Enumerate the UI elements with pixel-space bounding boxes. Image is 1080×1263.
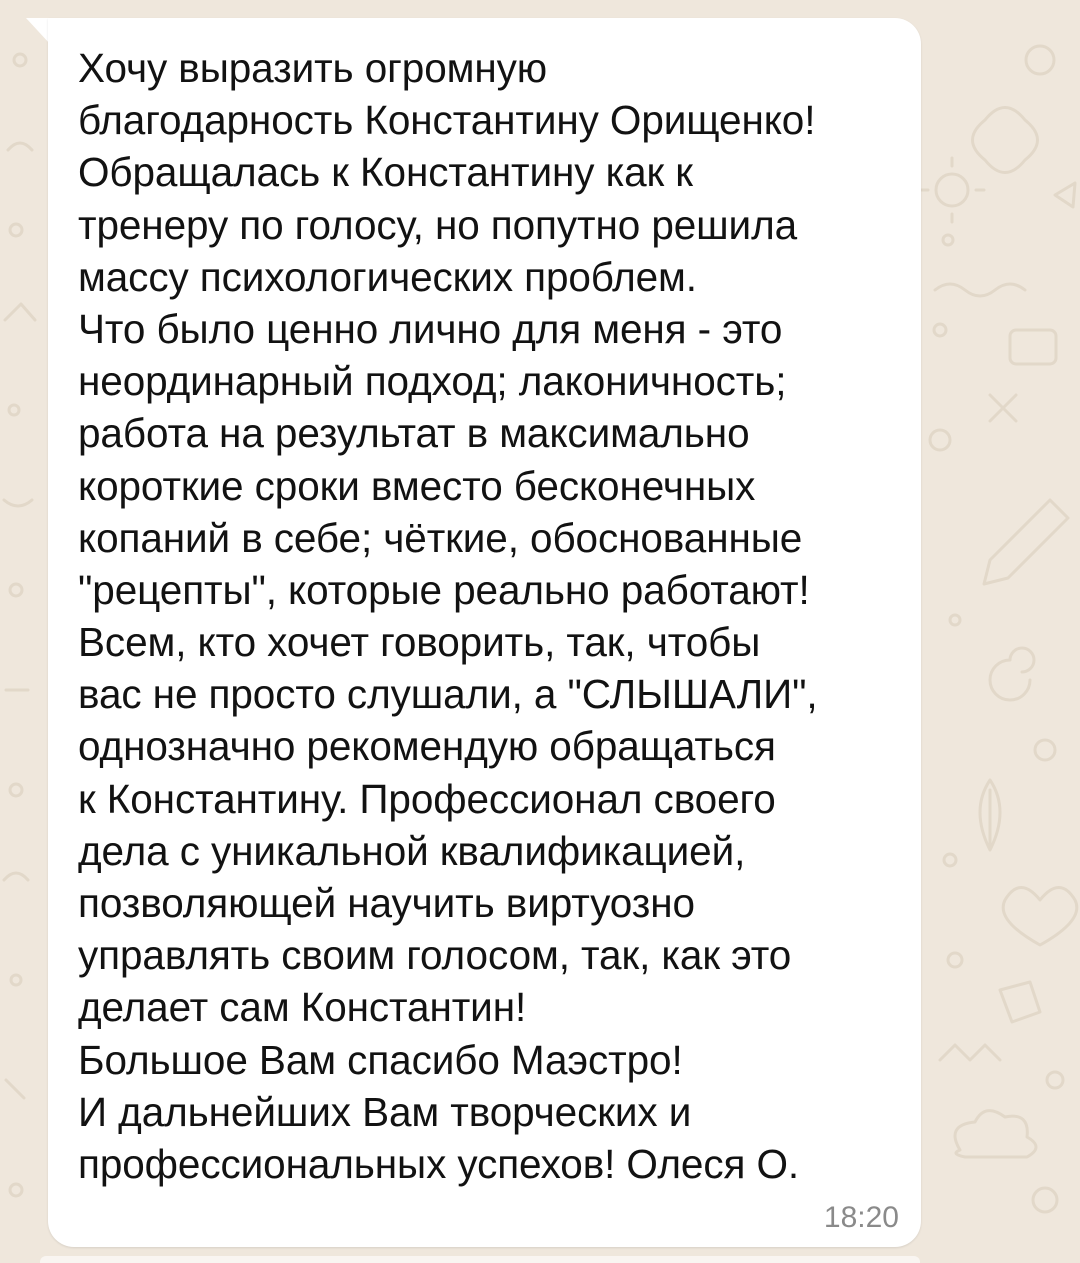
- message-line: благодарность Константину Орищенко!: [78, 97, 816, 144]
- message-line: Всем, кто хочет говорить, так, чтобы: [78, 619, 761, 666]
- message-timestamp: 18:20: [823, 1201, 899, 1234]
- doodle-cloud-icon: [955, 1111, 1036, 1157]
- doodle-flower-icon: [973, 108, 1038, 173]
- doodle-triangle-icon: [1055, 183, 1075, 207]
- doodle-box-icon: [1010, 330, 1056, 364]
- message-line: позволяющей научить виртуозно: [78, 880, 695, 926]
- message-bubble[interactable]: [48, 18, 921, 1247]
- message-line: вас не просто слушали, а "СЛЫШАЛИ",: [78, 671, 818, 718]
- message-line: однозначно рекомендую обращаться: [78, 723, 776, 770]
- message-line: массу психологических проблем.: [78, 253, 697, 300]
- message-line: работа на результат в максимально: [78, 410, 750, 457]
- message-line: Что было ценно лично для меня - это: [78, 305, 783, 352]
- doodle-sun-icon: [936, 174, 968, 206]
- message-line: Большое Вам спасибо Маэстро!: [78, 1036, 683, 1083]
- doodle-zigzag-icon: [940, 1045, 1000, 1060]
- message-line: копаний в себе; чёткие, обоснованные: [78, 514, 803, 561]
- doodle-pencil-icon: [984, 500, 1068, 584]
- message-line: неординарный подход; лаконичность;: [78, 358, 787, 405]
- message-line: тренеру по голосу, но попутно решила: [78, 201, 798, 248]
- doodle-cross-icon: [990, 395, 1016, 421]
- message-line: "рецепты", которые реально работают!: [78, 566, 810, 613]
- message-line: короткие сроки вместо бесконечных: [78, 462, 756, 509]
- message-line: Хочу выразить огромную: [78, 45, 548, 91]
- message-line: дела с уникальной квалификацией,: [78, 827, 746, 874]
- message-bubble-tail: [26, 18, 50, 44]
- message-line: делает сам Константин!: [78, 984, 527, 1031]
- doodle-heart-icon: [1003, 888, 1077, 946]
- message-line: управлять своим голосом, так, как это: [78, 932, 792, 979]
- message-line: Обращалась к Константину как к: [78, 149, 693, 196]
- message-line: к Константину. Профессионал своего: [78, 775, 776, 822]
- doodle-spiral-icon: [990, 648, 1034, 700]
- next-message-edge: [40, 1256, 920, 1263]
- doodle-hand-icon: [1000, 982, 1040, 1022]
- doodle-circle-icon: [1026, 46, 1054, 74]
- message-text: [78, 42, 901, 1190]
- doodle-wave-icon: [935, 284, 1025, 296]
- message-line: профессиональных успехов! Олеся О.: [78, 1140, 800, 1187]
- doodle-corn-icon: [980, 780, 1000, 850]
- message-line: И дальнейших Вам творческих и: [78, 1088, 692, 1135]
